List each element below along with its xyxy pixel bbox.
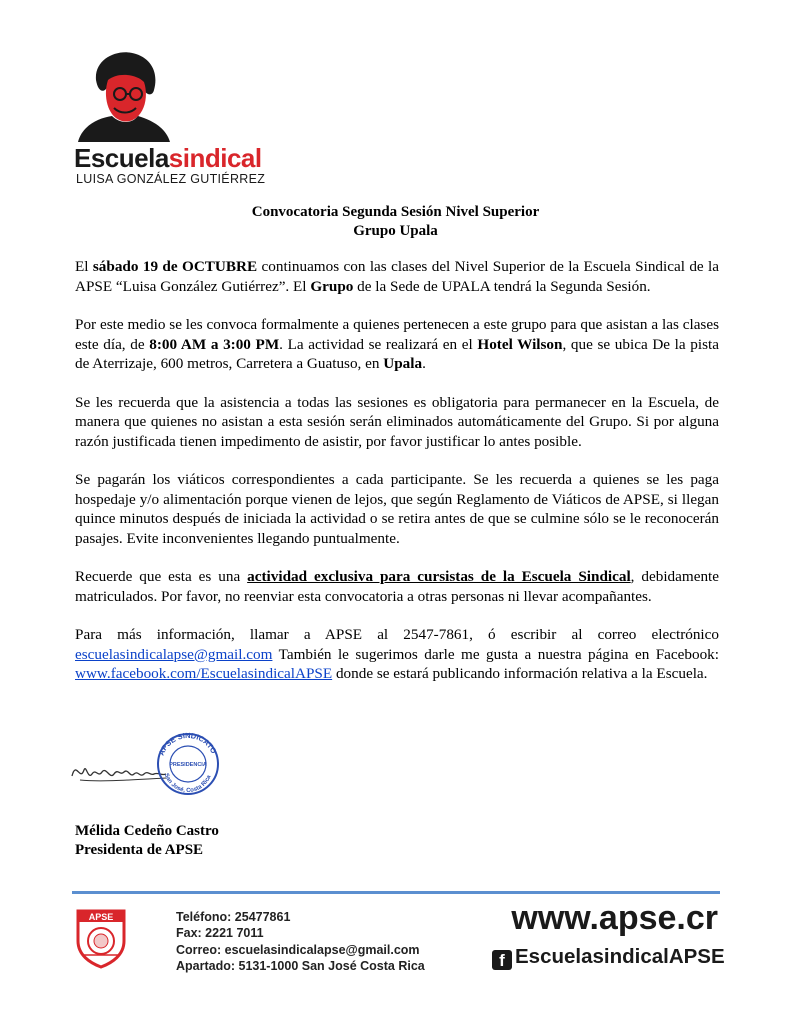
signatory-name: Mélida Cedeño Castro: [75, 823, 219, 839]
facebook-handle: EscuelasindicalAPSE: [515, 945, 725, 968]
footer-website[interactable]: www.apse.cr: [511, 899, 718, 937]
svg-text:APSE SINDICATO: [157, 731, 219, 757]
paragraph-contact: [75, 625, 719, 684]
signature-stamp-graphic: [70, 730, 230, 810]
stamp-outer-text: APSE SINDICATO: [156, 730, 219, 757]
text: , que se ubica De la pista de Aterrizaje, 600 metros, Carretera a Guatuso, en: [75, 335, 719, 372]
footer-contact-info: [176, 909, 425, 974]
footer-facebook[interactable]: [492, 944, 725, 970]
document-title: [0, 203, 791, 241]
apse-badge-logo: [70, 907, 132, 969]
paragraph-allowances: Se pagarán los viáticos correspondientes a cada participante. Se les recuerda a quienes se les paga hospedaje y/o alimentación porque vienen de lejos, que según Reglamento de Viáticos de APSE, si llegan quince minutos después de iniciada la actividad o se retira antes de que se culmine sólo se le reconocerán pasajes. Evite inconvenientes llegando puntualmente.: [75, 471, 719, 547]
svg-text:San José, Costa Rica: [163, 773, 213, 794]
escuela-sindical-logo: [74, 50, 294, 190]
footer-divider: [72, 891, 720, 894]
city-emphasis: Upala: [383, 355, 423, 372]
text: Por este medio se les convoca formalmente a quienes pertenecen a este grupo para que asistan a las clases este día, de: [75, 316, 719, 353]
logo-word-sindical: sindical: [168, 143, 262, 173]
paragraph-schedule: [75, 315, 719, 374]
venue-emphasis: Hotel Wilson: [477, 335, 563, 353]
signatory-role: Presidenta de APSE: [75, 842, 204, 858]
logo-wordmark: [74, 144, 262, 172]
group-emphasis: Grupo: [310, 277, 354, 295]
text: .: [422, 355, 426, 372]
text: donde se estará publicando información relativa a la Escuela.: [332, 665, 708, 682]
logo-word-escuela: Escuela: [74, 143, 169, 173]
paragraph-exclusive: [75, 567, 719, 606]
signature-block: [70, 730, 230, 810]
date-emphasis: sábado 19 de OCTUBRE: [92, 258, 258, 275]
email-link[interactable]: escuelasindicalapse@gmail.com: [75, 645, 273, 663]
facebook-icon: f: [492, 950, 512, 970]
footer-phone: Teléfono: 25477861: [176, 910, 291, 924]
letter-body: [75, 257, 719, 703]
footer-fax: Fax: 2221 7011: [176, 926, 264, 941]
footer-po-box: Apartado: 5131-1000 San José Costa Rica: [176, 958, 425, 973]
title-line-1: Convocatoria Segunda Sesión Nivel Superior: [251, 204, 540, 220]
text: Para más información, llamar a APSE al 2547-7861, ó escribir al correo electrónico: [75, 626, 719, 643]
badge-text: APSE: [88, 912, 114, 922]
text: continuamos con las clases del Nivel Superior de la Escuela Sindical de la APSE “Luisa González Gutiérrez”. El: [75, 258, 719, 295]
text: . La actividad se realizará en el: [279, 335, 478, 353]
stamp-bottom-text: San José, Costa Rica: [162, 772, 213, 795]
stamp-center-text: PRESIDENCIA: [169, 762, 207, 768]
signatory: [75, 822, 219, 860]
time-emphasis: 8:00 AM a 3:00 PM: [149, 335, 280, 353]
title-line-2: Grupo Upala: [353, 223, 438, 239]
text: Recuerde que esta es una: [75, 568, 248, 585]
footer-email: Correo: escuelasindicalapse@gmail.com: [176, 942, 420, 957]
text: También le sugerimos darle me gusta a nuestra página en Facebook:: [272, 645, 719, 663]
paragraph-date: [75, 257, 719, 296]
text: , debidamente matriculados. Por favor, no reenviar esta convocatoria a otras personas ni llevar acompañantes.: [75, 568, 719, 605]
paragraph-attendance: Se les recuerda que la asistencia a todas las sesiones es obligatoria para permanecer en la Escuela, de manera que quienes no asistan a esta sesión serán eliminados automáticamente del Grupo. Si por alguna razón justificada tienen impedimento de asistir, por favor justificar lo antes posible.: [75, 393, 719, 450]
logo-subtitle: LUISA GONZÁLEZ GUTIÉRREZ: [76, 172, 266, 186]
text: El: [75, 258, 93, 275]
apse-stamp-icon: [157, 731, 219, 794]
facebook-link[interactable]: www.facebook.com/EscuelasindicalAPSE: [75, 665, 333, 682]
text: de la Sede de UPALA tendrá la Segunda Sesión.: [353, 277, 651, 295]
exclusive-emphasis: actividad exclusiva para cursistas de la Escuela Sindical: [247, 568, 631, 585]
portrait-illustration-icon: [74, 50, 174, 142]
